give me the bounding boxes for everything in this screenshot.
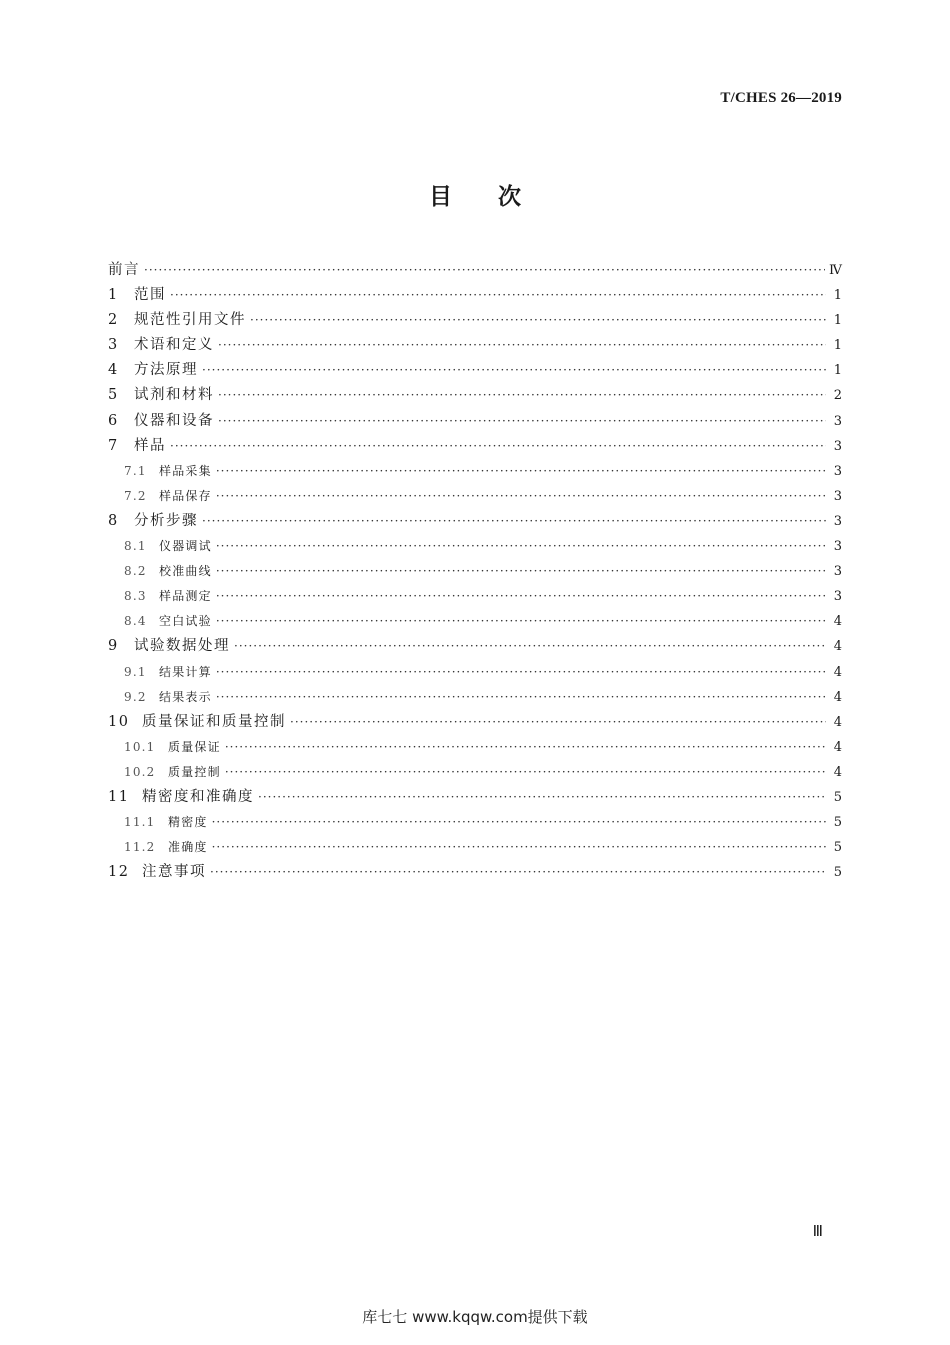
toc-entry-number: 10 xyxy=(108,713,130,730)
toc-entry-label: 前言 xyxy=(108,262,140,278)
toc-leader-dots xyxy=(250,308,826,333)
toc-entry[interactable] xyxy=(108,358,842,383)
toc-entry-number: 7.2 xyxy=(124,488,147,503)
toc-entry-label: 精密度 xyxy=(168,815,208,830)
toc-entry-number: 11 xyxy=(108,788,130,805)
toc-subentry[interactable] xyxy=(108,835,842,860)
toc-subentry[interactable] xyxy=(108,484,842,509)
toc-entry[interactable] xyxy=(108,509,842,534)
toc-entry[interactable] xyxy=(108,258,842,283)
toc-leader-dots xyxy=(202,509,826,534)
toc-entry[interactable] xyxy=(108,333,842,358)
toc-entry-page: 4 xyxy=(833,739,842,755)
toc-leader-dots xyxy=(290,710,826,735)
toc-leader-dots xyxy=(218,383,826,408)
toc-entry-number: 8 xyxy=(108,512,119,529)
toc-subentry[interactable] xyxy=(108,810,842,835)
toc-entry-number: 11.1 xyxy=(124,815,156,830)
toc-entry-number: 3 xyxy=(108,337,119,354)
toc-leader-dots xyxy=(202,358,826,383)
toc-leader-dots xyxy=(218,409,826,434)
toc-subentry[interactable] xyxy=(108,735,842,760)
toc-subentry[interactable] xyxy=(108,760,842,785)
toc-subentry[interactable] xyxy=(108,584,842,609)
toc-entry-number: 4 xyxy=(108,362,119,379)
toc-subentry[interactable] xyxy=(108,559,842,584)
toc-entry-label: 方法原理 xyxy=(134,362,198,379)
toc-entry-label: 样品保存 xyxy=(159,488,212,503)
toc-entry-label: 空白试验 xyxy=(159,614,212,629)
page-number: Ⅲ xyxy=(812,1224,823,1240)
toc-entry-number: 8.1 xyxy=(124,539,147,554)
toc-entry-label: 校准曲线 xyxy=(159,564,212,579)
toc-leader-dots xyxy=(212,810,826,835)
toc-entry-page: 4 xyxy=(833,639,842,655)
toc-entry-page: 5 xyxy=(833,865,842,881)
toc-entry-number: 6 xyxy=(108,412,119,429)
toc-entry-label: 样品采集 xyxy=(159,463,212,478)
footer-download-note: 库七七 www.kqqw.com提供下载 xyxy=(362,1308,588,1326)
toc-entry-label: 仪器调试 xyxy=(159,539,212,554)
table-of-contents xyxy=(108,258,842,885)
toc-entry-label: 样品 xyxy=(134,437,166,454)
toc-entry-page: 1 xyxy=(833,363,842,379)
toc-entry-number: 9.1 xyxy=(124,664,147,679)
toc-entry[interactable] xyxy=(108,409,842,434)
toc-entry[interactable] xyxy=(108,434,842,459)
toc-entry-number: 10.1 xyxy=(124,739,156,754)
toc-entry-page: 4 xyxy=(833,764,842,780)
toc-entry-number: 5 xyxy=(108,387,119,404)
toc-entry-page: 3 xyxy=(833,589,842,605)
toc-leader-dots xyxy=(212,835,826,860)
toc-entry-label: 样品测定 xyxy=(159,589,212,604)
toc-entry-number: 11.2 xyxy=(124,840,156,855)
toc-entry-number: 10.2 xyxy=(124,764,156,779)
toc-entry-page: Ⅳ xyxy=(829,263,842,278)
toc-entry[interactable] xyxy=(108,283,842,308)
toc-entry-page: 3 xyxy=(833,539,842,555)
toc-leader-dots xyxy=(216,584,826,609)
toc-subentry[interactable] xyxy=(108,534,842,559)
toc-entry-number: 8.2 xyxy=(124,564,147,579)
toc-entry-page: 4 xyxy=(833,664,842,680)
toc-entry-page: 3 xyxy=(833,488,842,504)
toc-entry[interactable] xyxy=(108,710,842,735)
toc-entry-page: 1 xyxy=(833,313,842,329)
toc-subentry[interactable] xyxy=(108,660,842,685)
toc-entry-page: 1 xyxy=(833,338,842,354)
toc-entry-page: 3 xyxy=(833,513,842,529)
toc-entry-page: 5 xyxy=(833,789,842,805)
toc-entry-number: 8.4 xyxy=(124,614,147,629)
toc-subentry[interactable] xyxy=(108,459,842,484)
toc-leader-dots xyxy=(216,559,826,584)
toc-leader-dots xyxy=(144,258,825,283)
toc-entry-label: 准确度 xyxy=(168,840,208,855)
toc-entry-page: 3 xyxy=(833,413,842,429)
toc-entry-label: 规范性引用文件 xyxy=(134,312,246,329)
toc-leader-dots xyxy=(216,660,826,685)
toc-leader-dots xyxy=(170,283,826,308)
toc-entry-label: 分析步骤 xyxy=(134,512,198,529)
toc-leader-dots xyxy=(170,434,826,459)
page-title: 目次 xyxy=(429,184,567,210)
toc-entry-label: 术语和定义 xyxy=(134,337,214,354)
document-code: T/CHES 26—2019 xyxy=(720,90,842,106)
toc-entry-label: 精密度和准确度 xyxy=(142,788,254,805)
toc-entry-number: 1 xyxy=(108,287,119,304)
toc-entry-page: 5 xyxy=(833,840,842,856)
toc-entry-label: 结果计算 xyxy=(159,664,212,679)
toc-entry-page: 3 xyxy=(833,438,842,454)
toc-leader-dots xyxy=(225,735,826,760)
toc-leader-dots xyxy=(225,760,826,785)
toc-entry-label: 试验数据处理 xyxy=(134,638,230,655)
toc-leader-dots xyxy=(258,785,826,810)
toc-entry-page: 4 xyxy=(833,614,842,630)
toc-entry-number: 8.3 xyxy=(124,589,147,604)
toc-leader-dots xyxy=(210,860,826,885)
toc-entry-page: 2 xyxy=(833,388,842,404)
toc-leader-dots xyxy=(234,634,826,659)
toc-entry-number: 12 xyxy=(108,864,130,881)
toc-leader-dots xyxy=(216,484,826,509)
toc-entry-page: 5 xyxy=(833,815,842,831)
toc-entry-label: 质量保证 xyxy=(168,739,221,754)
toc-leader-dots xyxy=(216,459,826,484)
toc-entry-page: 4 xyxy=(833,689,842,705)
toc-subentry[interactable] xyxy=(108,685,842,710)
toc-entry-page: 4 xyxy=(833,714,842,730)
toc-entry-label: 质量控制 xyxy=(168,764,221,779)
toc-entry[interactable] xyxy=(108,785,842,810)
toc-subentry[interactable] xyxy=(108,609,842,634)
toc-entry[interactable] xyxy=(108,383,842,408)
toc-entry-number: 2 xyxy=(108,312,119,329)
toc-entry-label: 仪器和设备 xyxy=(134,412,214,429)
toc-entry-page: 3 xyxy=(833,564,842,580)
toc-entry-label: 质量保证和质量控制 xyxy=(142,713,286,730)
toc-entry-number: 9.2 xyxy=(124,689,147,704)
toc-leader-dots xyxy=(216,534,826,559)
toc-entry-label: 结果表示 xyxy=(159,689,212,704)
toc-entry-label: 范围 xyxy=(134,287,166,304)
toc-entry-page: 3 xyxy=(833,463,842,479)
toc-entry[interactable] xyxy=(108,308,842,333)
toc-entry-label: 试剂和材料 xyxy=(134,387,214,404)
toc-entry-number: 7.1 xyxy=(124,463,147,478)
toc-entry-number: 7 xyxy=(108,437,119,454)
toc-entry-number: 9 xyxy=(108,638,119,655)
toc-leader-dots xyxy=(218,333,826,358)
toc-leader-dots xyxy=(216,609,826,634)
toc-entry[interactable] xyxy=(108,860,842,885)
toc-leader-dots xyxy=(216,685,826,710)
toc-entry-label: 注意事项 xyxy=(142,864,206,881)
toc-entry[interactable] xyxy=(108,634,842,659)
toc-entry-page: 1 xyxy=(833,288,842,304)
